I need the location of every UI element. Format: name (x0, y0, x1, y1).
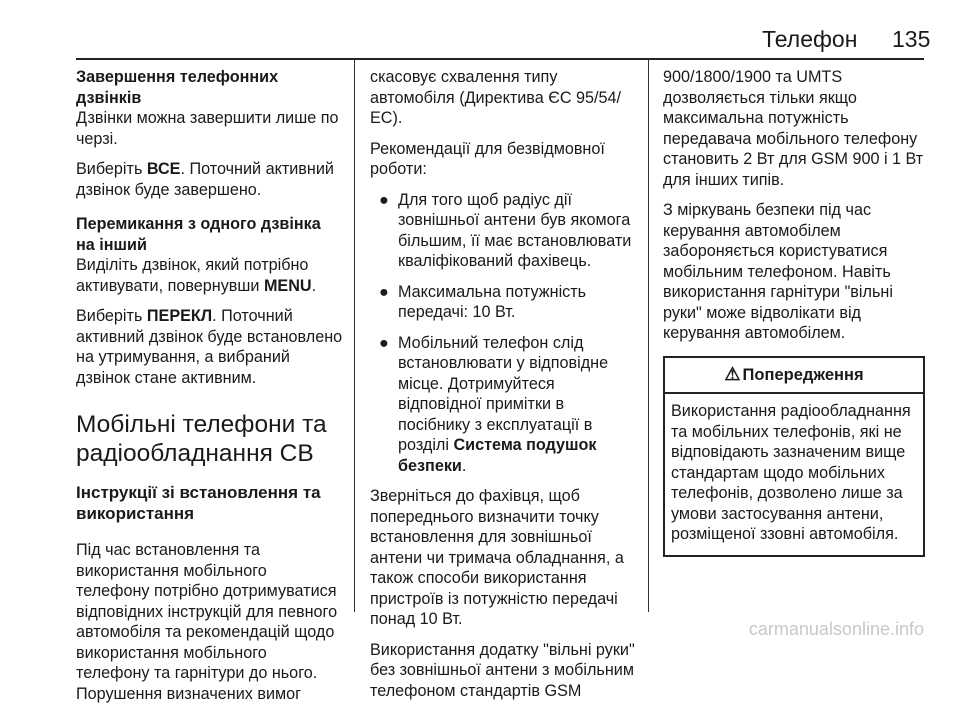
paragraph: Виберіть ПЕРЕКЛ. Поточний активний дзвінок буде встановлено на утримування, а вибраний дзвінок стане активним. (76, 307, 343, 387)
section-heading: Мобільні телефони та радіообладнання CB (76, 411, 327, 467)
page-number: 135 (892, 26, 931, 52)
warning-icon: ⚠ (724, 363, 741, 384)
column-divider (354, 60, 355, 612)
header-divider (76, 58, 924, 60)
paragraph: скасовує схвалення типу автомобіля (Директива ЄС 95/54/ЕС). (370, 68, 622, 127)
recommendation-list (370, 190, 640, 477)
paragraph: Під час встановлення та використання мобільного телефону потрібно дотримуватися відповідних інструкцій для певного автомобіля та рекомендацій щодо використання мобільного телефону та гарнітури до нього. Порушення визначених вимог (76, 541, 338, 703)
paragraph: Виберіть ВСЕ. Поточний активний дзвінок буде завершено. (76, 160, 334, 199)
column-right (663, 67, 925, 557)
list-item: ● Мобільний телефон слід встановлювати у відповідне місце. Дотримуйтеся відповідної примітки в посібнику з експлуатації в розділі Система подушок безпеки. (379, 333, 609, 475)
column-divider (648, 60, 649, 612)
section-subheading: Інструкції зі встановлення та використання (76, 483, 321, 523)
bullet-icon: ● (379, 333, 389, 352)
bullet-icon: ● (379, 282, 389, 301)
warning-text: Використання радіообладнання та мобільних телефонів, які не відповідають зазначеним вище стандартам щодо мобільних телефонів, дозволено лише за умови застосування антени, розміщеної ззовні автомобіля. (671, 402, 911, 543)
subheading-switch-calls: Перемикання з одного дзвінка на інший (76, 215, 321, 254)
column-middle (370, 67, 640, 711)
list-item: ● Для того щоб радіус дії зовнішньої антени був якомога більшим, її має встановлювати кваліфікований фахівець. (379, 190, 632, 270)
warning-header (665, 358, 923, 395)
subheading-end-calls: Завершення телефонних дзвінків (76, 68, 279, 107)
paragraph: Зверніться до фахівця, щоб попереднього визначити точку встановлення для зовнішньої антени чи тримача обладнання, а також способи використання пристроїв із потужністю передачі понад 10 Вт. (370, 487, 624, 628)
column-left (76, 67, 344, 714)
list-item: ● Максимальна потужність передачі: 10 Вт. (379, 282, 587, 321)
paragraph: Виділіть дзвінок, який потрібно активувати, повернувши MENU. (76, 256, 317, 295)
paragraph: Дзвінки можна завершити лише по черзі. (76, 109, 339, 148)
paragraph: 900/1800/1900 та UMTS дозволяється тільки якщо максимальна потужність передавача мобільного телефону становить 2 Вт для GSM 900 і 1 Вт для інших типів. (663, 68, 924, 189)
watermark: carmanualsonline.info (748, 619, 924, 639)
header-title: Телефон (762, 26, 858, 52)
paragraph: Використання додатку "вільні руки" без зовнішньої антени з мобільним телефоном стандартів GSM (370, 640, 635, 700)
warning-title: Попередження (742, 365, 864, 384)
warning-box (663, 356, 925, 557)
paragraph: З міркувань безпеки під час керування автомобілем забороняється користуватися мобільним телефоном. Навіть використання гарнітури "вільні руки" може відволікати від керування автомобілем. (663, 201, 893, 342)
paragraph: Рекомендації для безвідмовної роботи: (370, 139, 605, 178)
bullet-icon: ● (379, 190, 389, 209)
